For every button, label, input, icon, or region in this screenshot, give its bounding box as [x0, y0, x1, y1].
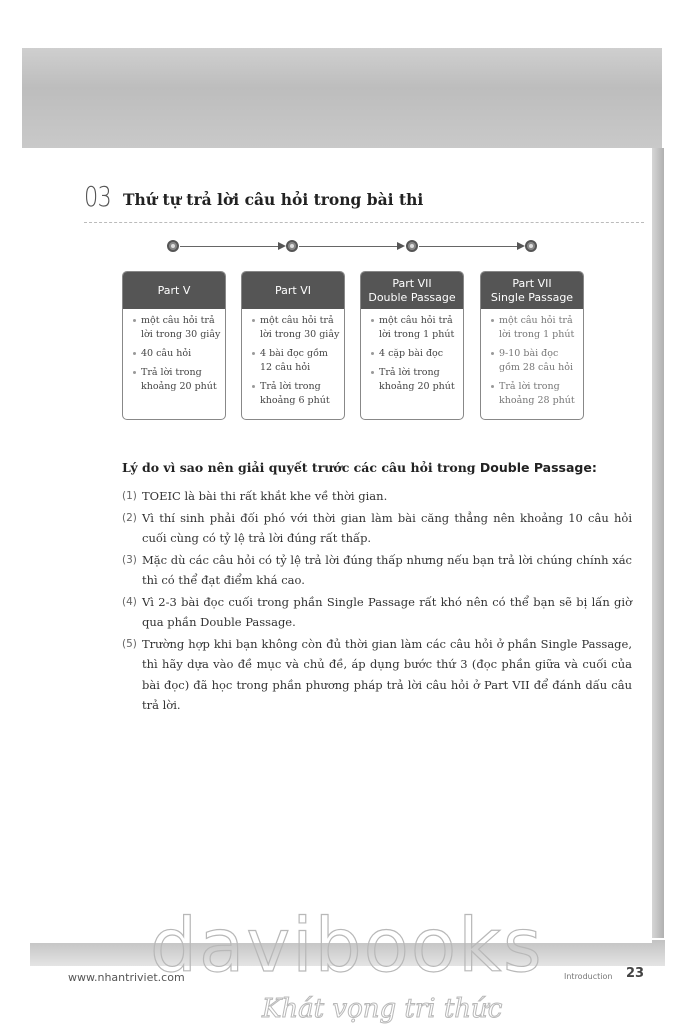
detail-item: 4 cặp bài đọc — [371, 347, 459, 361]
reason-item — [122, 592, 632, 633]
flow-arrow-2 — [299, 246, 403, 247]
part-name: Part VI — [275, 283, 311, 297]
part-details — [242, 314, 344, 408]
part-card-part-vii-double — [360, 271, 464, 420]
part-card-part-vi — [241, 271, 345, 420]
reason-text: Mặc dù các câu hỏi có tỷ lệ trả lời đúng thấp nhưng nếu bạn trả lời chúng chính xác thì có thể đạt điểm khá cao. — [142, 552, 632, 587]
reason-item — [122, 634, 632, 716]
reasons-list — [122, 486, 632, 716]
flow-arrow-3 — [419, 246, 523, 247]
section-number: 03 — [84, 180, 111, 213]
reason-text: Vì 2-3 bài đọc cuối trong phần Single Passage rất khó nên có thể bạn sẽ bị lấn giờ qua phần Double Passage. — [142, 594, 632, 629]
part-card-header — [123, 272, 225, 309]
footer-url: www.nhantriviet.com — [68, 971, 185, 984]
flow-node-2 — [286, 240, 298, 252]
part-details — [361, 314, 463, 394]
part-subtitle: Single Passage — [490, 290, 574, 304]
reasons-heading-highlight: Double Passage: — [479, 460, 597, 475]
reason-number: (1) — [122, 490, 137, 502]
reason-text: Trường hợp khi bạn không còn đủ thời gian làm các câu hỏi ở phần Single Passage, thì hãy dựa vào đề mục và chủ đề, áp dụng bước thứ 3 (đọc phần giữa và cuối của bài đọc) đã học trong phần phương pháp trả lời câu hỏi ở Part VII để đánh dấu câu trả lời. — [142, 636, 632, 712]
detail-item: 9-10 bài đọc gồm 28 câu hỏi — [491, 347, 579, 375]
part-card-header — [481, 272, 583, 309]
reason-item — [122, 486, 632, 507]
flow-arrow-1 — [180, 246, 284, 247]
detail-item: một câu hỏi trả lời trong 1 phút — [371, 314, 459, 342]
reason-item — [122, 550, 632, 591]
detail-item: một câu hỏi trả lời trong 30 giây — [252, 314, 340, 342]
detail-item: 4 bài đọc gồm 12 câu hỏi — [252, 347, 340, 375]
flow-node-1 — [167, 240, 179, 252]
detail-item: Trả lời trong khoảng 28 phút — [491, 380, 579, 408]
detail-item: Trả lời trong khoảng 6 phút — [252, 380, 340, 408]
part-card-part-v — [122, 271, 226, 420]
reason-item — [122, 508, 632, 549]
part-details — [481, 314, 583, 408]
reason-text: TOEIC là bài thi rất khắt khe về thời gian. — [142, 489, 388, 503]
detail-item: Trả lời trong khoảng 20 phút — [371, 366, 459, 394]
detail-item: Trả lời trong khoảng 20 phút — [133, 366, 221, 394]
reasons-heading-prefix: Lý do vì sao nên giải quyết trước các câu hỏi trong — [122, 460, 480, 475]
flow-node-4 — [525, 240, 537, 252]
reasons-heading — [122, 460, 597, 475]
section-divider — [84, 222, 644, 223]
part-name: Part VII — [392, 276, 432, 290]
scan-shadow-band — [22, 48, 662, 148]
detail-item: một câu hỏi trả lời trong 30 giây — [133, 314, 221, 342]
part-card-header — [361, 272, 463, 309]
reason-text: Vì thí sinh phải đối phó với thời gian làm bài căng thẳng nên khoảng 10 câu hỏi cuối cùng có tỷ lệ trả lời đúng rất thấp. — [142, 510, 632, 545]
detail-item: 40 câu hỏi — [133, 347, 221, 361]
flow-node-3 — [406, 240, 418, 252]
reason-number: (3) — [122, 553, 137, 566]
part-card-part-vii-single — [480, 271, 584, 420]
page-number: 23 — [626, 966, 645, 981]
part-subtitle: Double Passage — [368, 290, 456, 304]
part-name: Part V — [157, 283, 191, 297]
reason-number: (4) — [122, 595, 137, 608]
part-details — [123, 314, 225, 394]
reason-number: (5) — [122, 637, 137, 650]
watermark-brand: davibooks — [150, 903, 544, 989]
scan-right-shadow — [652, 148, 664, 938]
footer-section-label: Introduction — [564, 972, 613, 981]
watermark-slogan: Khát vọng tri thức — [262, 994, 503, 1024]
detail-item: một câu hỏi trả lời trong 1 phút — [491, 314, 579, 342]
part-name: Part VII — [512, 276, 552, 290]
reason-number: (2) — [122, 511, 137, 524]
part-card-header — [242, 272, 344, 309]
section-title: Thứ tự trả lời câu hỏi trong bài thi — [123, 190, 424, 209]
